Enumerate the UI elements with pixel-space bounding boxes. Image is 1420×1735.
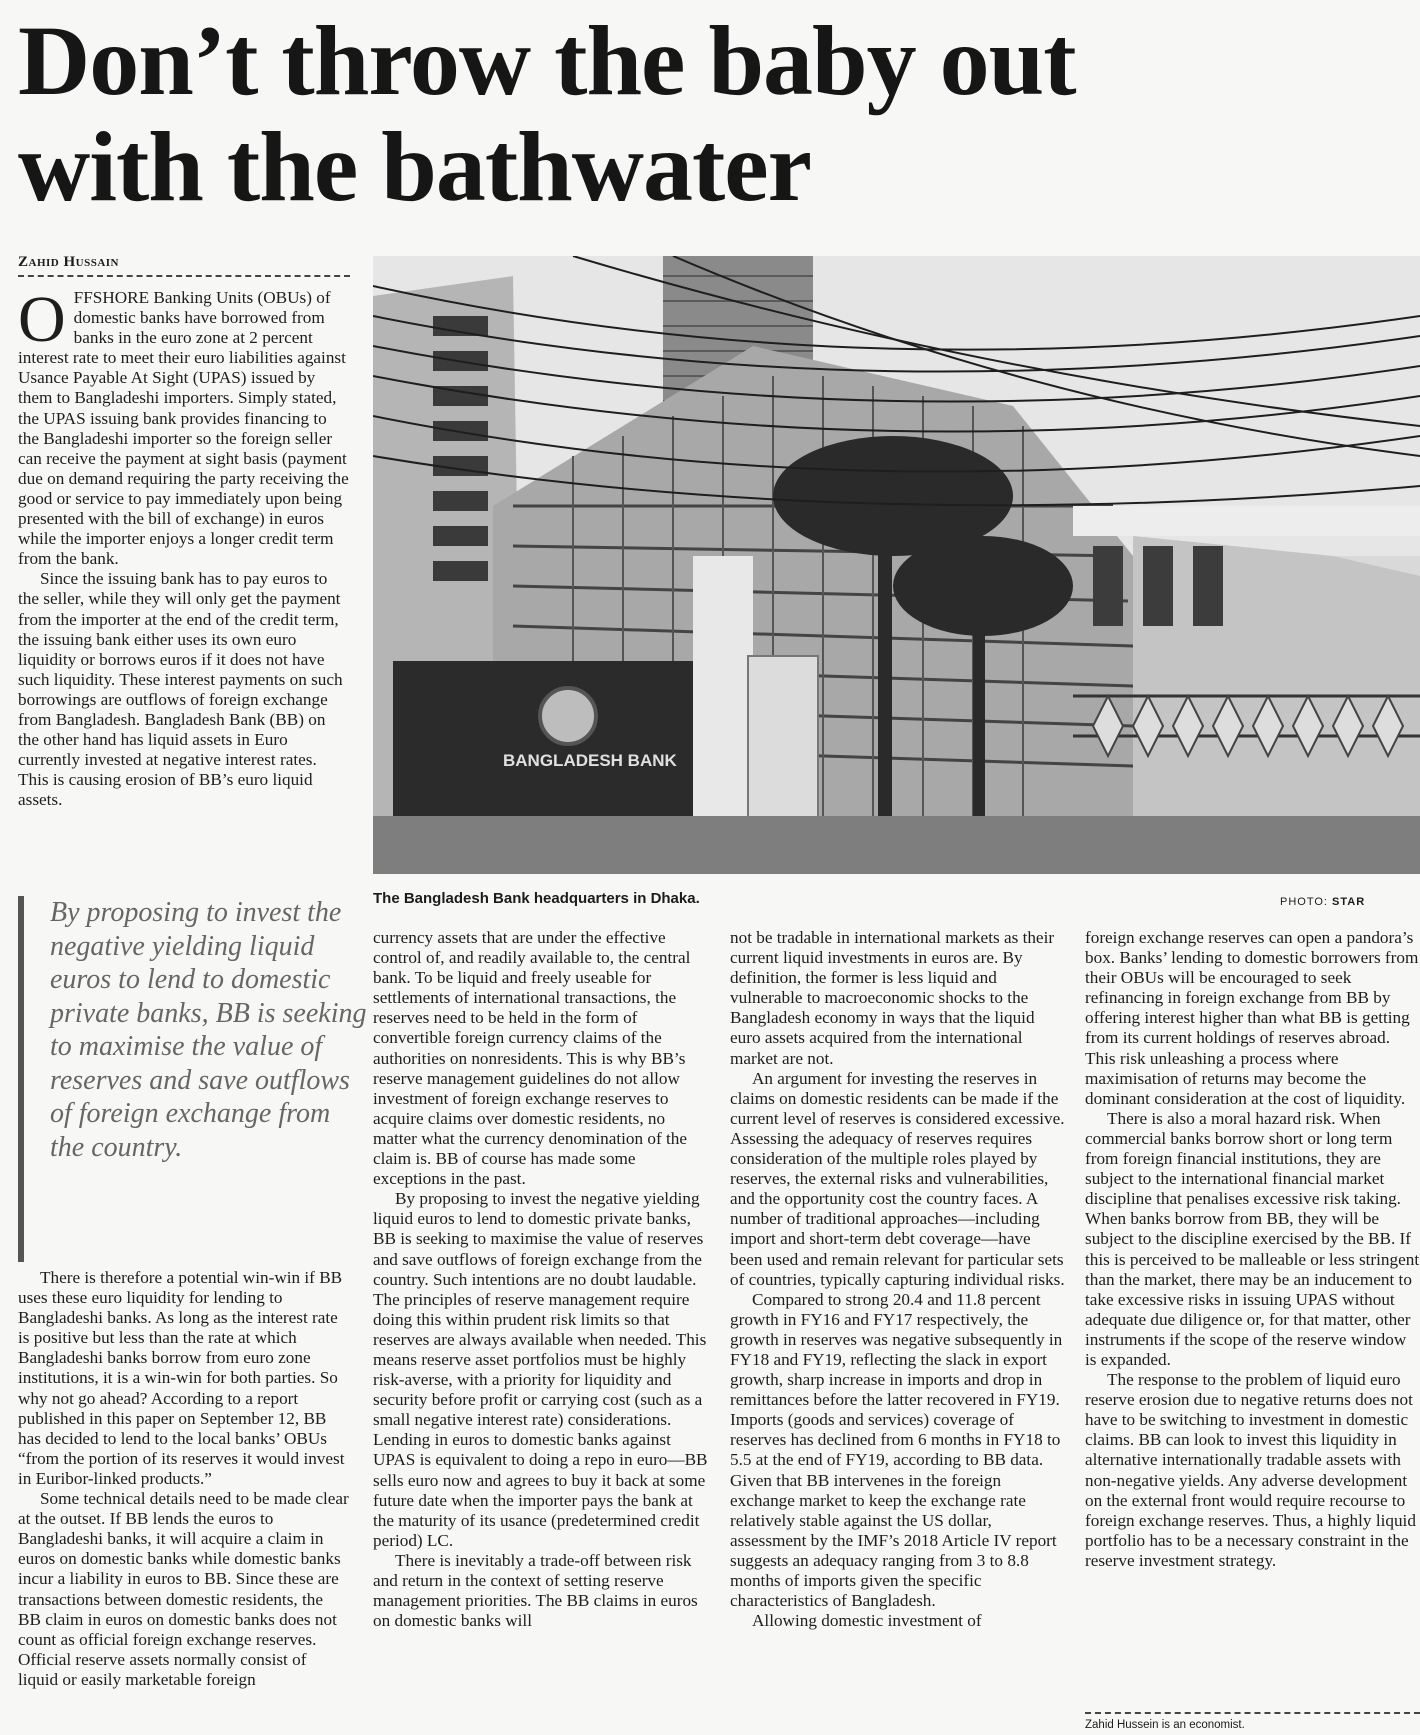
- paragraph: not be tradable in international markets as their current liquid investments in euros are. By definition, the former is less liquid and vulnerable to macroeconomic shocks to the Bangladesh economy in ways that the liquid euro assets acquired from the international market are not.: [730, 928, 1055, 1068]
- bank-sign-text: BANGLADESH BANK: [503, 751, 677, 770]
- photo-caption: The Bangladesh Bank headquarters in Dhaka.: [373, 890, 700, 907]
- bangladesh-bank-photo: [373, 256, 1420, 874]
- drop-cap: O: [18, 283, 66, 356]
- paragraph: Some technical details need to be made clear at the outset. If BB lends the euros to Bangladeshi banks, it will acquire a claim in euros on domestic banks while domestic banks incur a liability in euros to BB. Since these are transactions between domestic residents, the BB claim in euros on domestic banks does not count as official foreign exchange reserves. Official reserve assets normally consist of liquid or easily marketable foreign: [18, 1489, 349, 1689]
- headline-line-1: Don’t throw the baby out: [18, 5, 1076, 116]
- paragraph: foreign exchange reserves can open a pandora’s box. Banks’ lending to domestic borrowers from their OBUs will be encouraged to seek refinancing in foreign exchange from BB by offering interest higher than what BB is getting from its current holdings of reserves abroad. This risk unleashing a process where maximisation of returns may become the dominant consideration at the cost of liquidity.: [1085, 928, 1419, 1108]
- paragraph: currency assets that are under the effective control of, and readily available to, the central bank. To be liquid and freely useable for settlements of international transactions, the reserves need to be held in the form of convertible foreign currency claims of the authorities on nonresidents. This is why BB’s reserve management guidelines do not allow investment of foreign exchange reserves to acquire claims over domestic residents, no matter what the currency denomination of the claim is. BB of course has made some exceptions in the past.: [373, 928, 691, 1189]
- paragraph: There is inevitably a trade-off between risk and return in the context of setting reserve management priorities. The BB claims in euros on domestic banks will: [373, 1550, 698, 1631]
- paragraph: Allowing domestic investment of: [752, 1611, 982, 1631]
- column-4: [1085, 928, 1420, 1571]
- column-1-bottom: [18, 1268, 350, 1690]
- pull-quote: By proposing to invest the negative yielding liquid euros to lend to domestic private banks, BB is seeking to maximise the value of reserves and save outflows of foreign exchange from the country.: [18, 896, 370, 1262]
- column-3: [730, 928, 1066, 1631]
- headline-line-2: with the bathwater: [18, 111, 812, 222]
- column-2: [373, 928, 710, 1631]
- paragraph: Since the issuing bank has to pay euros to the seller, while they will only get the payment from the importer at the end of the credit term, the issuing bank either uses its own euro liquidity or borrows euros if it does not have such liquidity. These interest payments on such borrowings are outflows of foreign exchange from Bangladesh. Bangladesh Bank (BB) on the other hand has liquid assets in Euro currently invested at negative interest rates. This is causing erosion of BB’s euro liquid assets.: [18, 569, 343, 810]
- paragraph: There is therefore a potential win-win if BB uses these euro liquidity for lending to Bangladeshi banks. As long as the interest rate is positive but less than the rate at which Bangladeshi banks borrow from euro zone institutions, it is a win-win for both parties. So why not go ahead? According to a report published in this paper on September 12, BB has decided to lend to the local banks’ OBUs “from the portion of its reserves it would invest in Euribor-linked products.”: [18, 1268, 345, 1488]
- headline: [18, 5, 1398, 222]
- photo-credit-prefix: PHOTO:: [1280, 896, 1333, 908]
- paragraph: Compared to strong 20.4 and 11.8 percent growth in FY16 and FY17 respectively, the growth in reserves was negative subsequently in FY18 and FY19, reflecting the slack in export growth, sharp increase in imports and drop in remittances before the latter recovered in FY19. Imports (goods and services) coverage of reserves has declined from 6 months in FY18 to 5.5 at the end of FY19, according to BB data. Given that BB intervenes in the foreign exchange market to keep the exchange rate relatively stable against the US dollar, assessment by the IMF’s 2018 Article IV report suggests an adequacy ranging from 3 to 8.8 months of imports given the specific characteristics of Bangladesh.: [730, 1289, 1063, 1611]
- author-note: Zahid Hussein is an economist.: [1085, 1712, 1420, 1731]
- photo-credit: [1280, 896, 1420, 908]
- paragraph: The response to the problem of liquid euro reserve erosion due to negative returns does not have to be switching to investment in domestic claims. BB can look to invest this liquidity in alternative internationally tradable assets with non-negative yields. Any adverse development on the external front would require recourse to foreign exchange reserves. Thus, a highly liquid portfolio has to be a necessary constraint in the reserve investment strategy.: [1085, 1370, 1416, 1570]
- paragraph: There is also a moral hazard risk. When commercial banks borrow short or long term from foreign financial institutions, they are subject to the international financial market discipline that penalises excessive risk taking. When banks borrow from BB, they will be subject to the discipline exercised by the BB. If this is perceived to be malleable or less stringent than the market, there may be an inducement to take excessive risks in issuing UPAS without adequate due diligence or, for that matter, other instruments if the scope of the reserve window is expanded.: [1085, 1108, 1420, 1369]
- byline: Zahid Hussain: [18, 254, 350, 277]
- lead-text: FFSHORE Banking Units (OBUs) of domestic banks have borrowed from banks in the euro zone at 2 percent interest rate to meet their euro liabilities against Usance Payable At Sight (UPAS) issued by them to Bangladeshi importers. Simply stated, the UPAS issuing bank provides financing to the Bangladeshi importer so the foreign seller can receive the payment at sight basis (payment due on demand requiring the party receiving the good or service to pay immediately upon being presented with the bill of exchange) in euros while the importer enjoys a longer credit term from the bank.: [18, 288, 349, 569]
- lead-paragraph: [18, 283, 350, 569]
- paragraph: By proposing to invest the negative yielding liquid euros to lend to domestic private banks, BB is seeking to maximise the value of reserves and save outflows of foreign exchange from the country. Such intentions are no doubt laudable. The principles of reserve management require doing this within prudent risk limits so that reserves are always available when needed. This means reserve asset portfolios must be highly risk-averse, with a priority for liquidity and security before profit or carrying cost (such as a small negative interest rate) considerations. Lending in euros to domestic banks against UPAS is equivalent to doing a repo in euro—BB sells euro now and agrees to buy it back at some future date when the importer pays the bank at the maturity of its usance (predetermined credit period) LC.: [373, 1189, 708, 1550]
- photo-credit-name: STAR: [1332, 896, 1366, 908]
- column-1-top: [18, 283, 350, 810]
- paragraph: An argument for investing the reserves in claims on domestic residents can be made if the current level of reserves is considered excessive. Assessing the adequacy of reserves requires consideration of the multiple roles played by reserves, the external risks and vulnerabilities, and the opportunity cost the country faces. A number of traditional approaches—including import and short-term debt coverage—have been used and remain relevant for particular sets of countries, typically capturing individual risks.: [730, 1068, 1065, 1289]
- photo-illustration: [373, 256, 1420, 874]
